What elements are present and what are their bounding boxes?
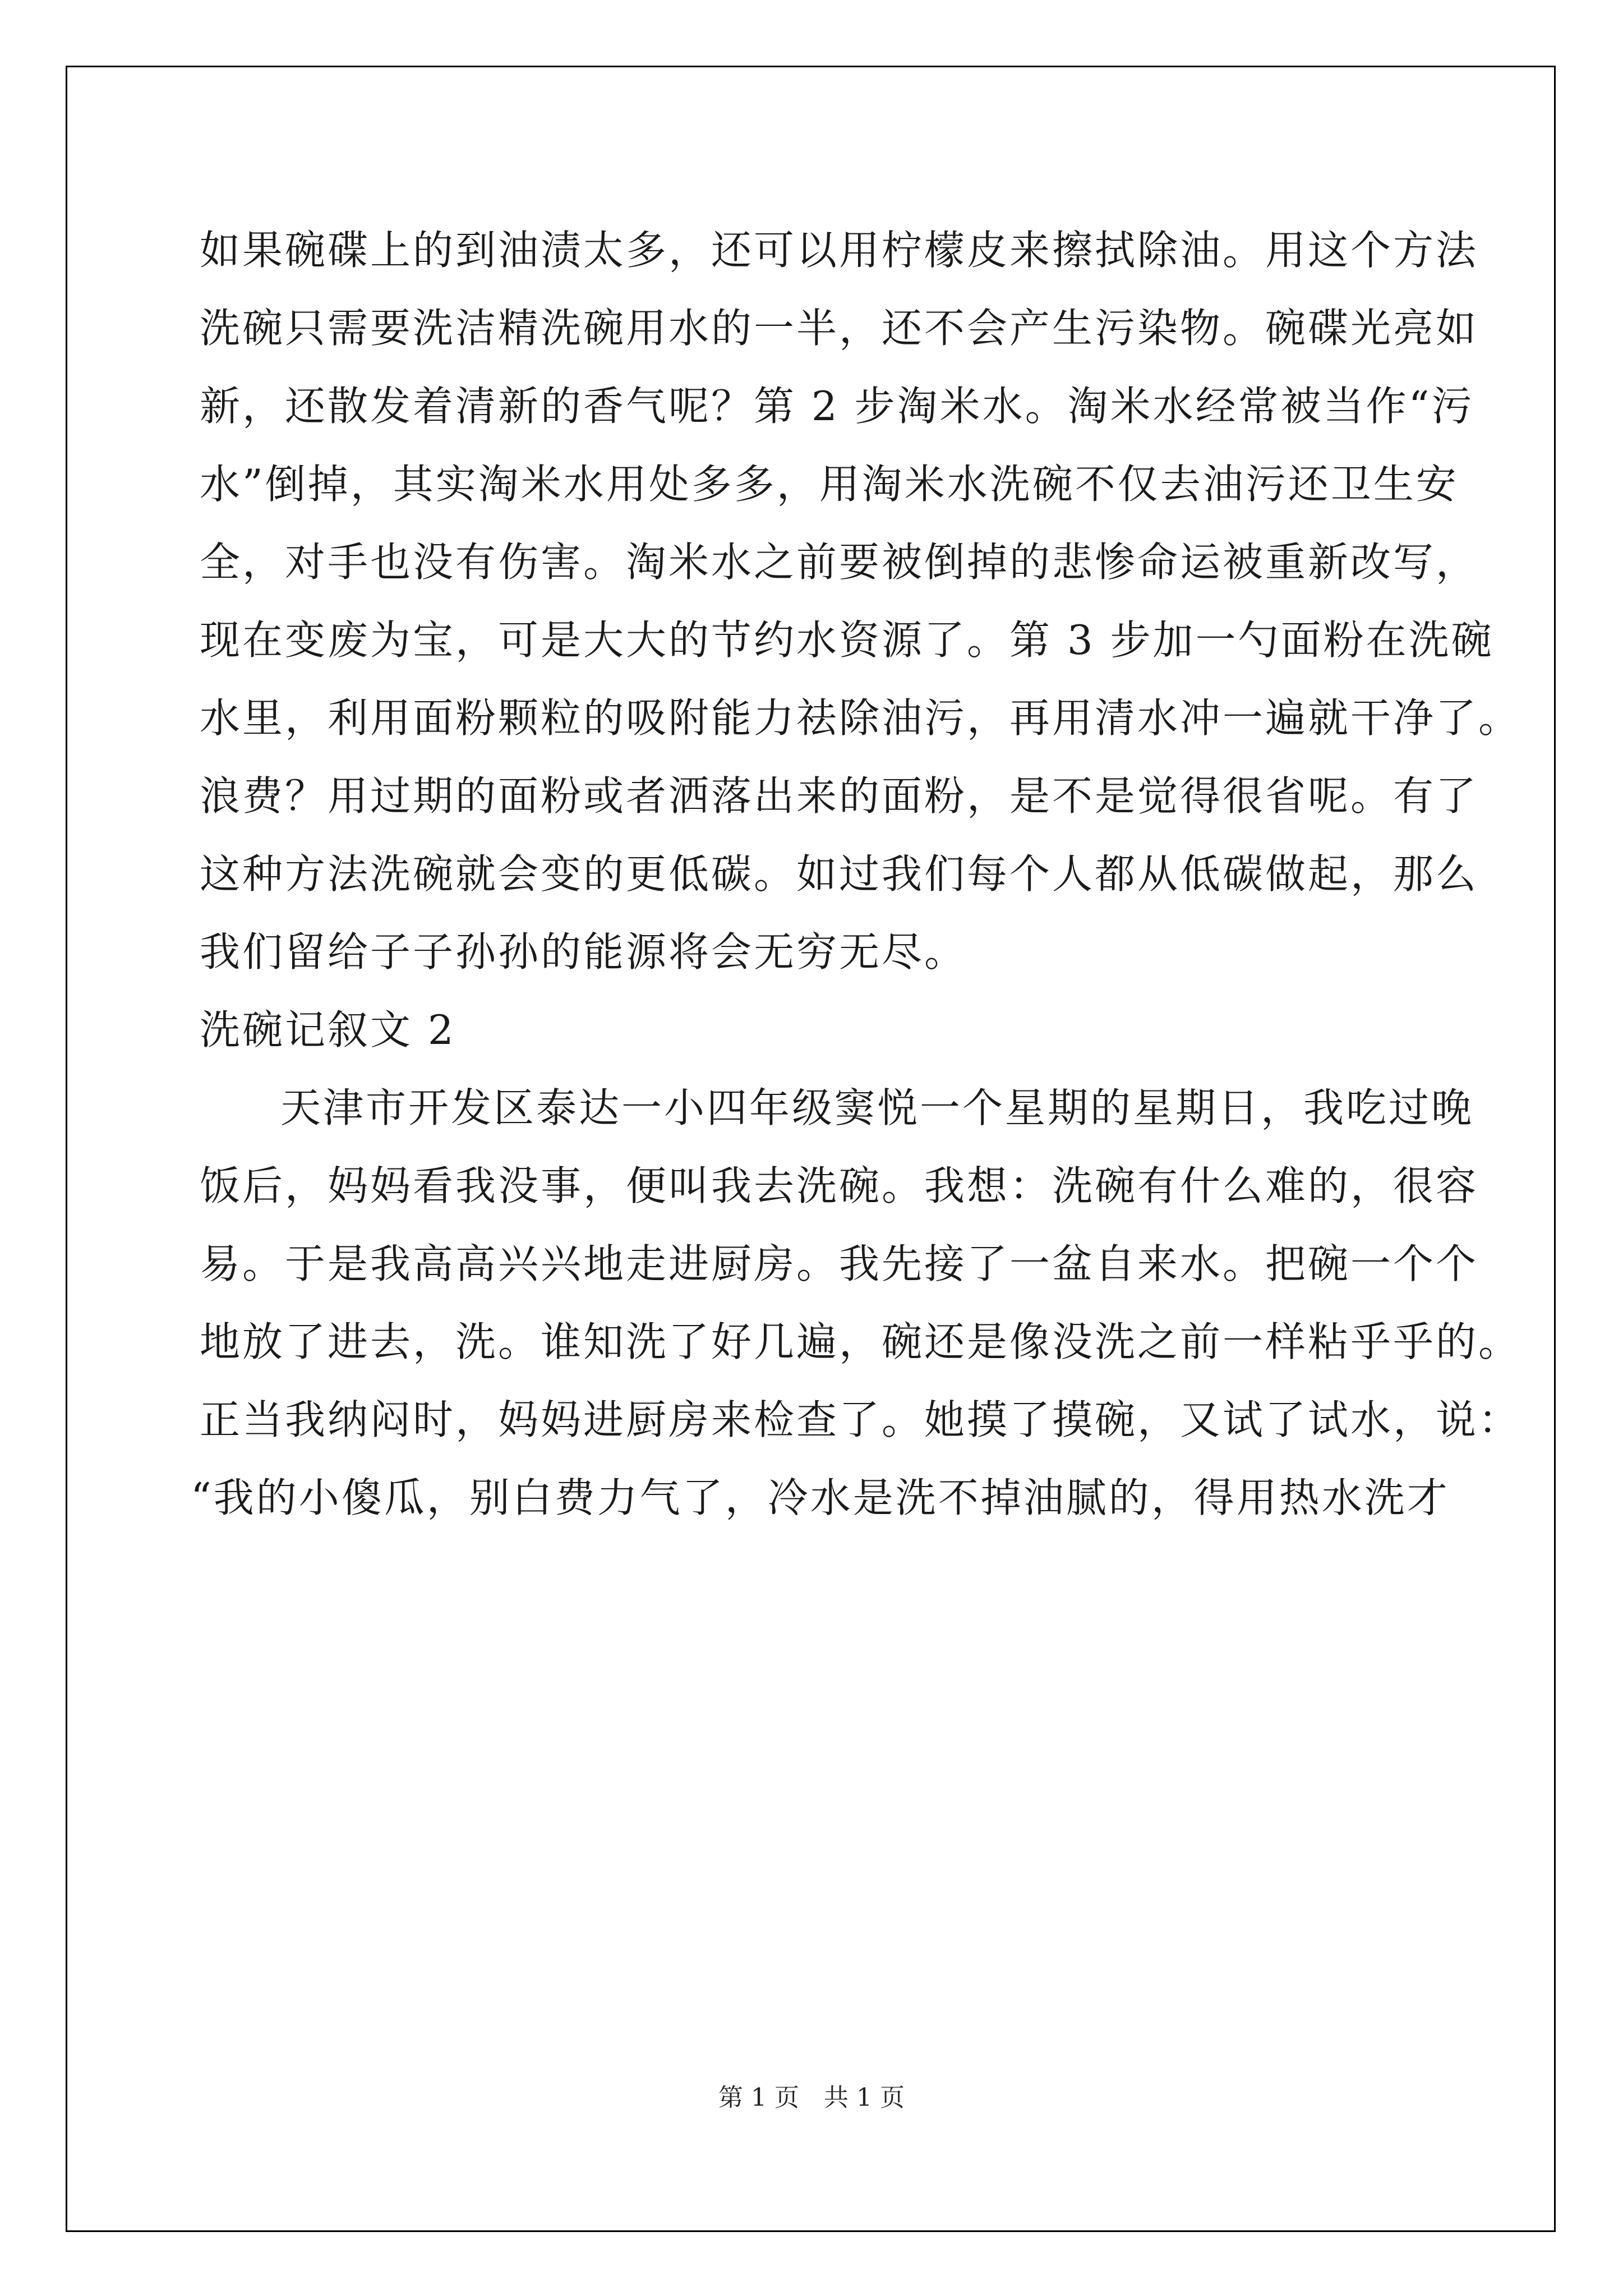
page-number-footer: 第 1 页 共 1 页	[718, 2083, 905, 2112]
paragraph-line-10: 我们留给子子孙孙的能源将会无穷无尽。	[200, 928, 967, 976]
paragraph2-line-1: 天津市开发区泰达一小四年级窦悦一个星期的星期日，我吃过晚	[280, 1084, 1474, 1131]
paragraph2-line-2: 饭后，妈妈看我没事，便叫我去洗碗。我想：洗碗有什么难的，很容	[200, 1162, 1479, 1209]
paragraph2-line-3: 易。于是我高高兴兴地走进厨房。我先接了一盆自来水。把碗一个个	[200, 1240, 1479, 1287]
paragraph-line-4: 水”倒掉，其实淘米水用处多多，用淘米水洗碗不仅去油污还卫生安	[200, 461, 1459, 508]
paragraph2-line-4: 地放了进去，洗。谁知洗了好几遍，碗还是像没洗之前一样粘乎乎的。	[200, 1318, 1521, 1365]
paragraph2-line-5: 正当我纳闷时，妈妈进厨房来检查了。她摸了摸碗，又试了试水，说：	[200, 1396, 1521, 1443]
paragraph-line-7: 水里，利用面粉颗粒的吸附能力祛除油污，再用清水冲一遍就干净了。	[200, 694, 1521, 742]
paragraph-line-5: 全，对手也没有伤害。淘米水之前要被倒掉的悲惨命运被重新改写，	[200, 539, 1479, 586]
paragraph2-line-6: “我的小傻瓜，别白费力气了，冷水是洗不掉油腻的，得用热水洗才	[191, 1474, 1450, 1521]
section-heading: 洗碗记叙文 2	[200, 1006, 456, 1053]
paragraph-line-6: 现在变废为宝，可是大大的节约水资源了。第 3 步加一勺面粉在洗碗	[200, 616, 1494, 664]
paragraph-line-3: 新，还散发着清新的香气呢？第 2 步淘米水。淘米水经常被当作“污	[200, 383, 1474, 430]
paragraph-line-8: 浪费？用过期的面粉或者洒落出来的面粉，是不是觉得很省呢。有了	[200, 772, 1479, 820]
paragraph-line-2: 洗碗只需要洗洁精洗碗用水的一半，还不会产生污染物。碗碟光亮如	[200, 305, 1479, 352]
paragraph-line-1: 如果碗碟上的到油渍太多，还可以用柠檬皮来擦拭除油。用这个方法	[200, 227, 1479, 274]
paragraph-line-9: 这种方法洗碗就会变的更低碳。如过我们每个人都从低碳做起，那么	[200, 850, 1479, 898]
